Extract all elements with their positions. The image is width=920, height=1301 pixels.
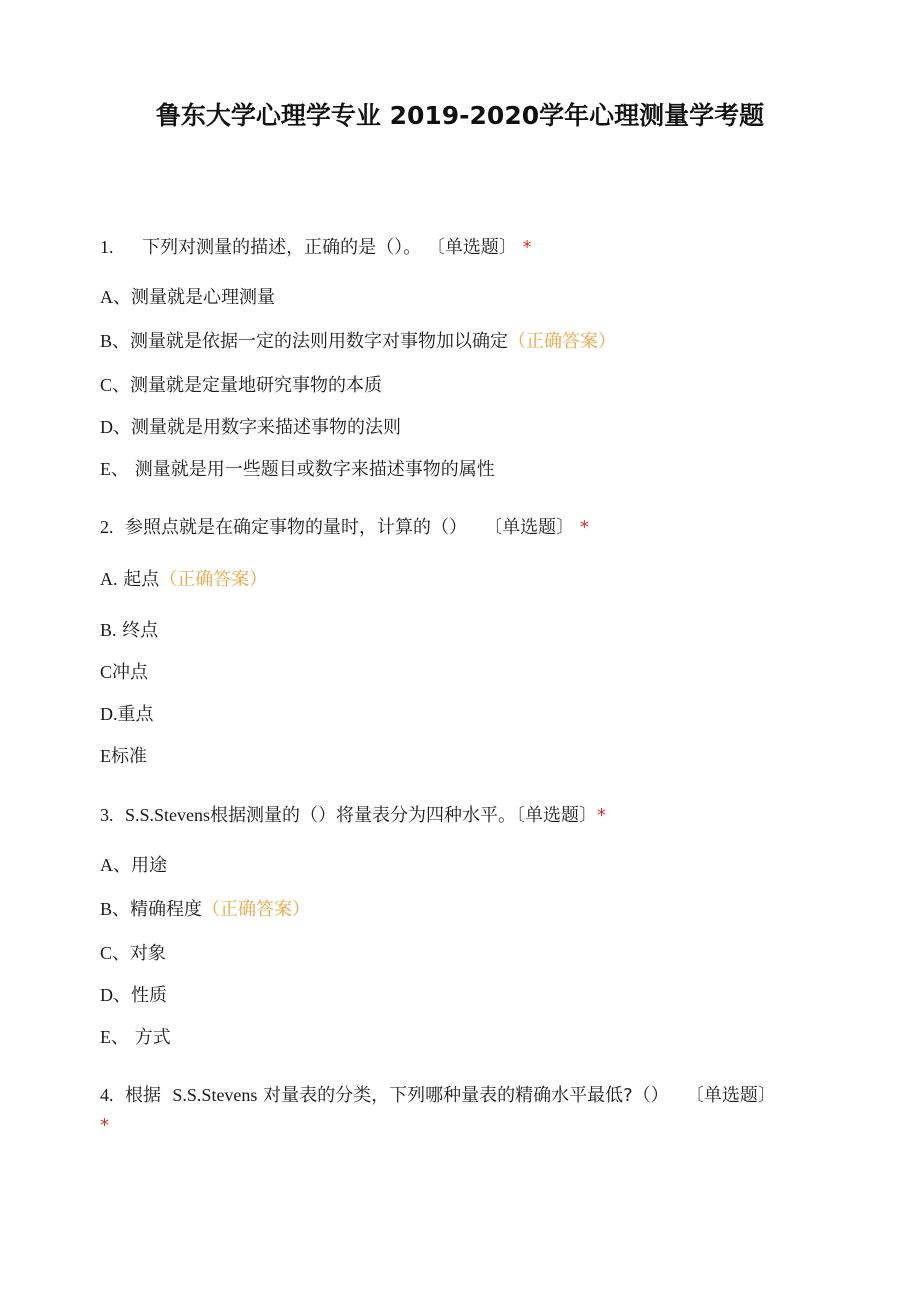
required-mark: * xyxy=(100,1115,109,1136)
option-1d: D、测量就是用数字来描述事物的法则 xyxy=(100,417,401,438)
required-mark: * xyxy=(522,237,532,258)
option-2d: D.重点 xyxy=(100,704,154,725)
question-text: 下列对测量的描述，正确的是（）。 xyxy=(142,237,422,258)
question-2 xyxy=(100,518,589,537)
correct-answer-tag: （正确答案） xyxy=(508,331,617,352)
option-1a: A、测量就是心理测量 xyxy=(100,287,275,308)
option-2a: A. 起点（正确答案） xyxy=(100,569,268,590)
question-text-latin: S.S.Stevens xyxy=(172,1085,258,1105)
option-3e: E、 方式 xyxy=(100,1027,171,1048)
required-mark: * xyxy=(579,517,589,538)
correct-answer-tag: （正确答案） xyxy=(202,899,311,920)
question-type: 〔单选题〕 xyxy=(426,237,517,258)
question-text: 参照点就是在确定事物的量时，计算的（） xyxy=(124,517,467,538)
page-title: 鲁东大学心理学专业 2019-2020学年心理测量学考题 xyxy=(155,101,765,130)
question-number: 4. xyxy=(100,1085,114,1105)
question-type: 〔单选题〕 xyxy=(484,517,575,538)
question-text: 根据 xyxy=(124,1085,161,1106)
question-number: 3. xyxy=(100,805,114,825)
question-text: 根据测量的（）将量表分为四种水平。 xyxy=(209,805,516,826)
option-1e: E、 测量就是用一些题目或数字来描述事物的属性 xyxy=(100,459,495,480)
option-1b: B、测量就是依据一定的法则用数字对事物加以确定（正确答案） xyxy=(100,331,617,352)
option-2b: B. 终点 xyxy=(100,620,159,641)
question-1 xyxy=(100,238,532,257)
option-3a: A、用途 xyxy=(100,855,167,876)
question-4 xyxy=(100,1080,780,1141)
correct-answer-tag: （正确答案） xyxy=(159,569,268,590)
question-text-rest: 对量表的分类，下列哪种量表的精确水平最低?（） xyxy=(263,1085,669,1106)
question-type: 〔单选题〕 xyxy=(515,805,597,826)
question-3 xyxy=(100,806,606,825)
option-3d: D、性质 xyxy=(100,985,167,1006)
option-2e: E标准 xyxy=(100,746,147,767)
option-3c: C、对象 xyxy=(100,943,167,964)
question-type: 〔单选题〕 xyxy=(685,1085,776,1106)
required-mark: * xyxy=(596,805,606,826)
question-number: 2. xyxy=(100,517,114,537)
question-number: 1. xyxy=(100,237,114,257)
option-3b: B、精确程度（正确答案） xyxy=(100,899,311,920)
option-1c: C、测量就是定量地研究事物的本质 xyxy=(100,375,383,396)
question-text-latin: S.S.Stevens xyxy=(124,805,210,825)
option-2c: C冲点 xyxy=(100,662,149,683)
